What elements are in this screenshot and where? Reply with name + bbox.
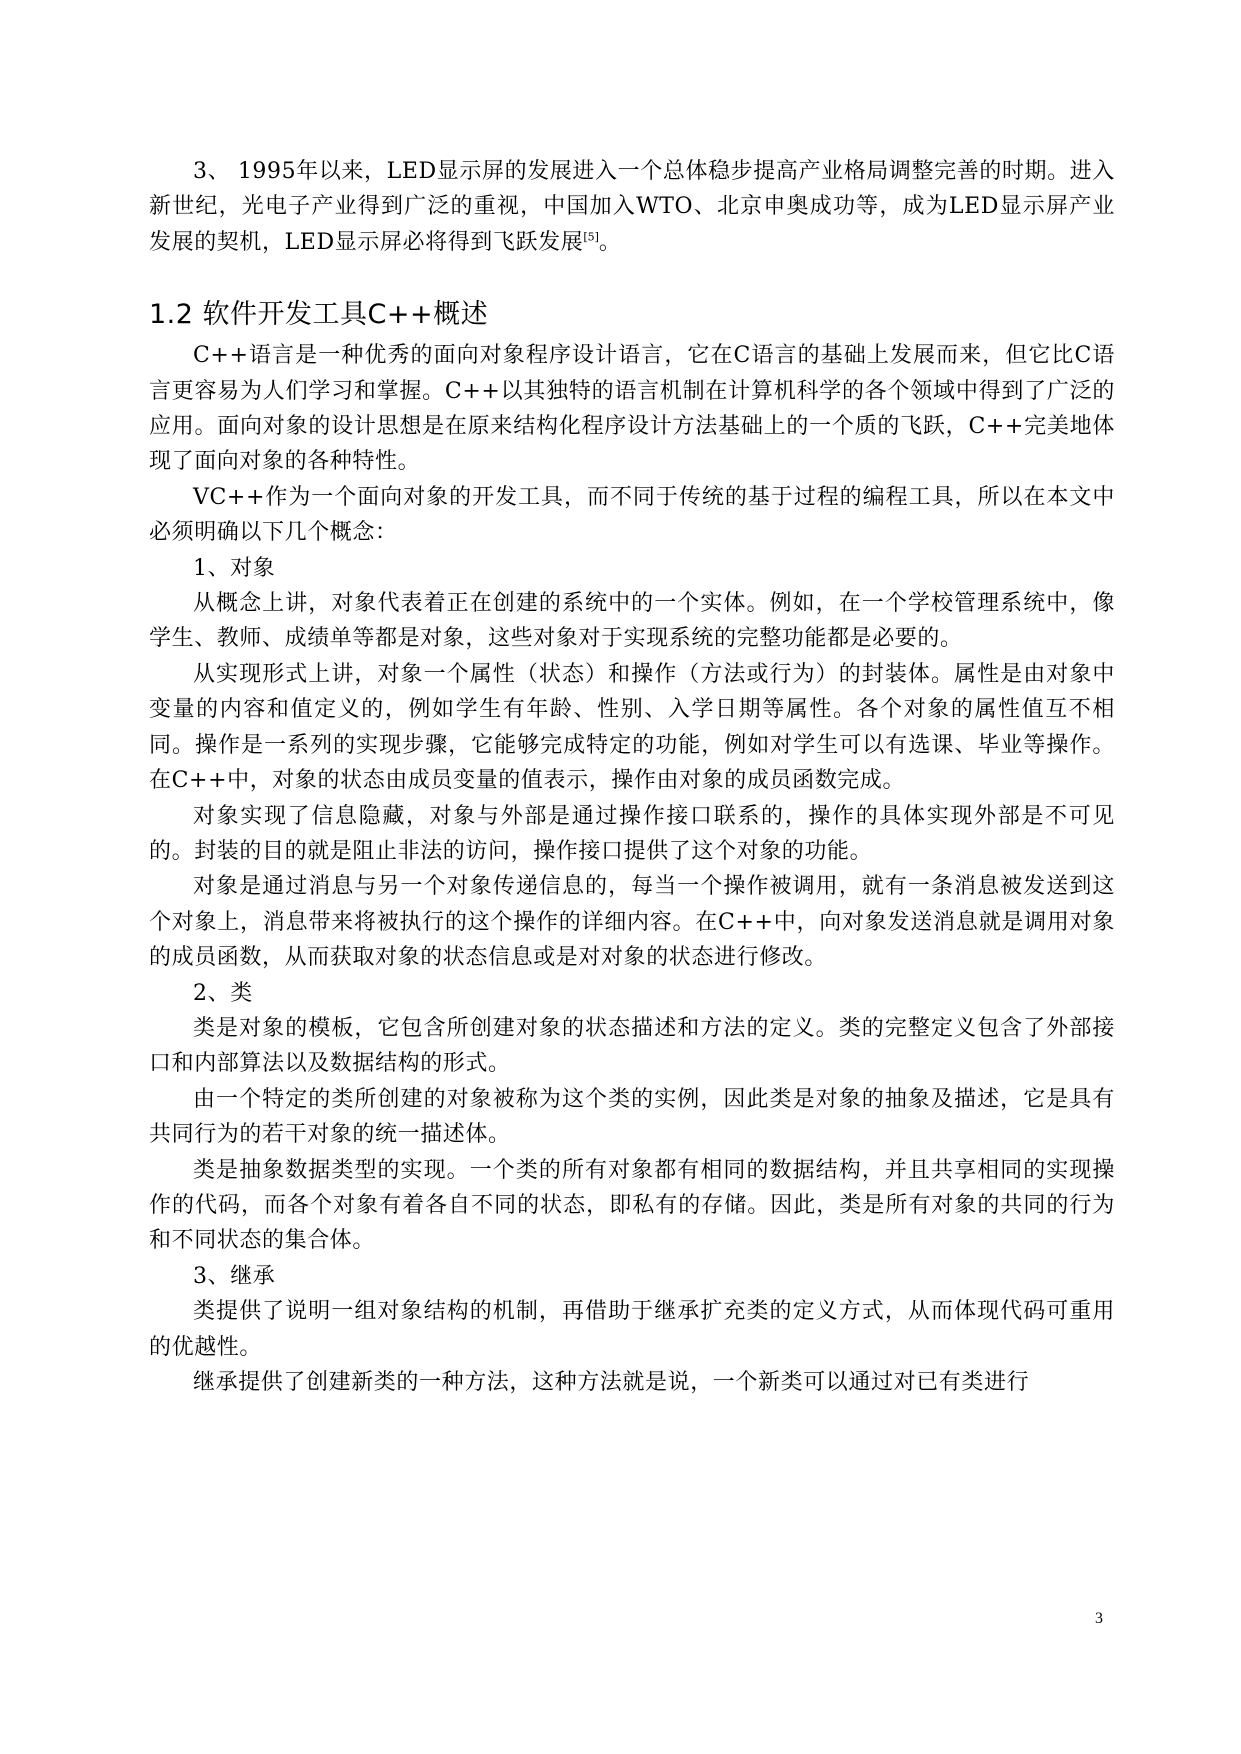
paragraph-cpp-intro: C++语言是一种优秀的面向对象程序设计语言，它在C语言的基础上发展而来，但它比C语言更容易为人们学习和掌握。C++以其独特的语言机制在计算机科学的各个领域中得到了广泛的应用。面向对象的设计思想是在原来结构化程序设计方法基础上的一个质的飞跃，C++完美地体现了面向对象的各种特性。	[149, 343, 1115, 475]
subheading-inheritance: 3、继承	[193, 1263, 276, 1289]
paragraph-class-adt: 类是抽象数据类型的实现。一个类的所有对象都有相同的数据结构，并且共享相同的实现操作的代码，而各个对象有着各自不同的状态，即私有的存储。因此，类是所有对象的共同的行为和不同状态的集合体。	[149, 1157, 1115, 1254]
subheading-object: 1、对象	[193, 555, 276, 581]
reference-mark: [5]	[583, 230, 599, 244]
paragraph-text: 3、 1995年以来，LED显示屏的发展进入一个总体稳步提高产业格局调整完善的时期。进入新世纪，光电子产业得到广泛的重视，中国加入WTO、北京申奥成功等，成为LED显示屏产业发展的契机，LED显示屏必将得到飞跃发展	[149, 159, 1115, 255]
page-number: 3	[1095, 1610, 1103, 1627]
paragraph-led-history	[149, 154, 1115, 260]
paragraph-object-hiding: 对象实现了信息隐藏，对象与外部是通过操作接口联系的，操作的具体实现外部是不可见的。封装的目的就是阻止非法的访问，操作接口提供了这个对象的功能。	[149, 803, 1115, 864]
paragraph-object-concept: 从概念上讲，对象代表着正在创建的系统中的一个实体。例如，在一个学校管理系统中，像学生、教师、成绩单等都是对象，这些对象对于实现系统的完整功能都是必要的。	[149, 591, 1115, 652]
section-heading: 1.2 软件开发工具C++概述	[149, 299, 489, 331]
paragraph-object-form: 从实现形式上讲，对象一个属性（状态）和操作（方法或行为）的封装体。属性是由对象中变量的内容和值定义的，例如学生有年龄、性别、入学日期等属性。各个对象的属性值互不相同。操作是一系列的实现步骤，它能够完成特定的功能，例如对学生可以有选课、毕业等操作。在C++中，对象的状态由成员变量的值表示，操作由对象的成员函数完成。	[149, 661, 1115, 794]
subheading-class: 2、类	[193, 980, 253, 1006]
paragraph-end-punct: 。	[598, 229, 622, 255]
paragraph-inheritance-method: 继承提供了创建新类的一种方法，这种方法就是说，一个新类可以通过对已有类进行	[193, 1370, 1030, 1395]
paragraph-class-template: 类是对象的模板，它包含所创建对象的状态描述和方法的定义。类的完整定义包含了外部接口和内部算法以及数据结构的形式。	[149, 1015, 1115, 1077]
paragraph-class-instance: 由一个特定的类所创建的对象被称为这个类的实例，因此类是对象的抽象及描述，它是具有共同行为的若干对象的统一描述体。	[149, 1086, 1115, 1148]
paragraph-inheritance-mechanism: 类提供了说明一组对象结构的机制，再借助于继承扩充类的定义方式，从而体现代码可重用的优越性。	[149, 1299, 1115, 1360]
paragraph-object-message: 对象是通过消息与另一个对象传递信息的，每当一个操作被调用，就有一条消息被发送到这个对象上，消息带来将被执行的这个操作的详细内容。在C++中，向对象发送消息就是调用对象的成员函数，从而获取对象的状态信息或是对对象的状态进行修改。	[149, 874, 1115, 971]
page-content	[149, 154, 1115, 1400]
paragraph-vc-concepts: VC++作为一个面向对象的开发工具，而不同于传统的基于过程的编程工具，所以在本文中必须明确以下几个概念：	[149, 484, 1115, 546]
